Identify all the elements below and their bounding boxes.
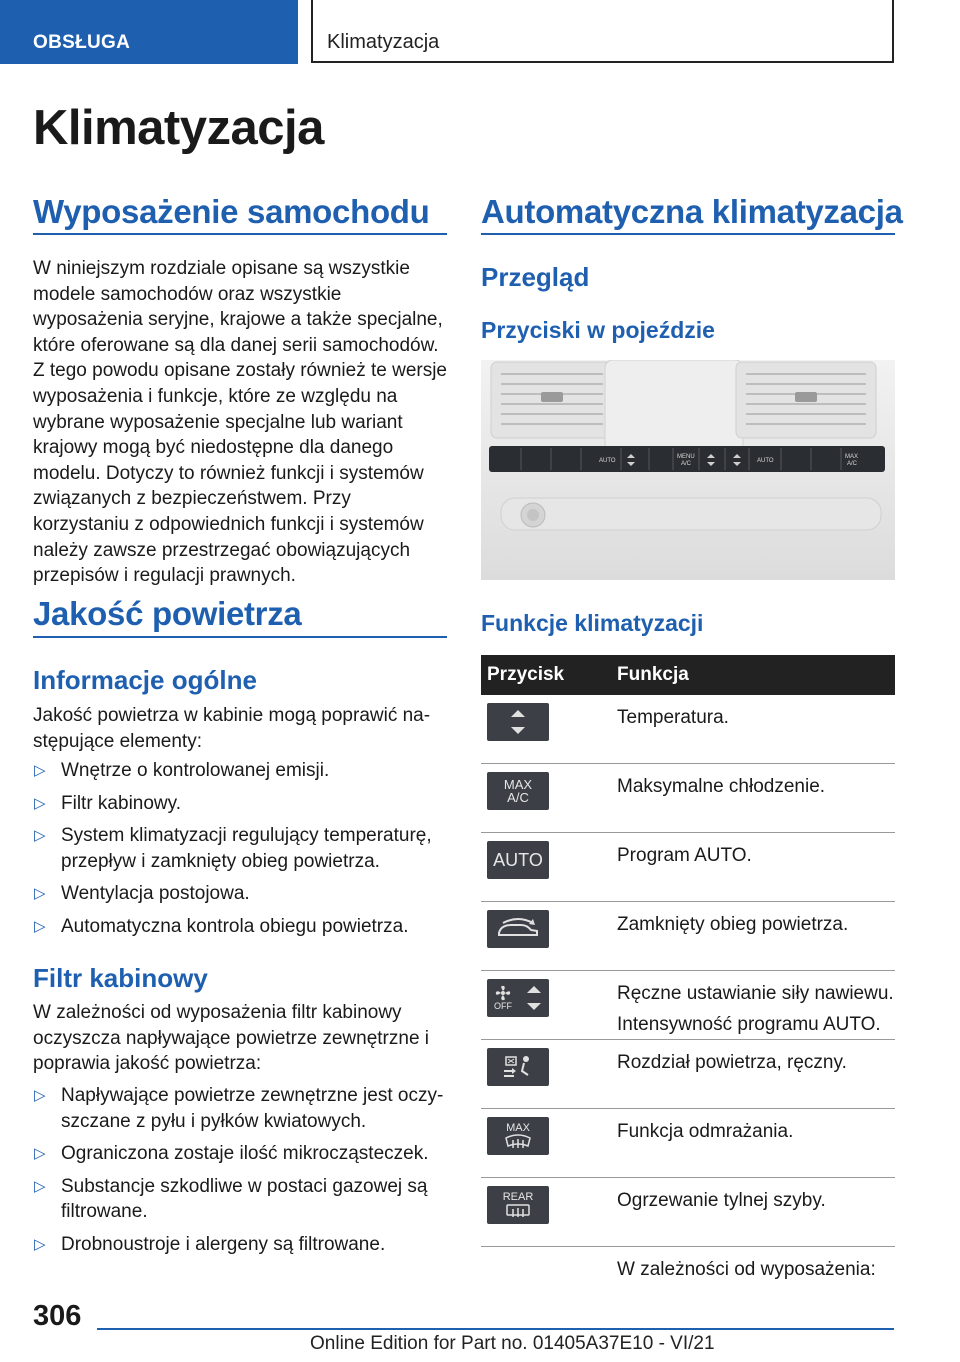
paragraph-filtr: W zależności od wyposażenia filtr kabinowy oczyszcza napływające powietrze zewnętrzne i poprawia jakość powietrza: <box>33 1002 430 1075</box>
air-distribution-icon <box>487 1048 549 1086</box>
panel-auto-label: AUTO <box>599 458 616 464</box>
chapter-tab-label: Klimatyzacja <box>327 31 440 53</box>
auto-icon: AUTO <box>487 841 549 879</box>
heading-rule <box>33 233 447 235</box>
function-text: Funkcja odmrażania. <box>617 1109 895 1178</box>
max-defrost-icon: MAX <box>487 1117 549 1155</box>
max-ac-icon: MAX A/C <box>487 772 549 810</box>
heading-automatyczna: Automatyczna klimatyzacja <box>481 193 903 230</box>
list-item: ▷ Substancje szkodliwe w postaci gazowej są filtrowane. <box>34 1175 428 1223</box>
bullet-icon: ▷ <box>34 794 46 812</box>
bullet-icon: ▷ <box>34 885 46 903</box>
list-item: ▷ Wentylacja postojowa. <box>33 881 447 907</box>
table-header-row <box>481 655 895 695</box>
heading-rule <box>481 233 895 235</box>
recirculation-car-icon <box>487 910 549 948</box>
column-header-funkcja: Funkcja <box>617 655 895 695</box>
column-header-przycisk: Przycisk <box>481 655 617 695</box>
climate-panel-photo <box>481 360 895 580</box>
list-item: ▷ Drobnoustroje i alergeny są filtrowane. <box>33 1232 447 1258</box>
page-title: Klimatyzacja <box>33 101 324 155</box>
list-item: ▷ Automatyczna kontrola obiegu powietrza. <box>33 914 447 940</box>
function-text: Ręczne ustawianie siły nawiewu. <box>617 983 894 1004</box>
panel-menu-label: MENU <box>677 454 695 460</box>
table-row <box>481 902 895 971</box>
fan-off-icon: OFF <box>487 979 549 1017</box>
chapter-tab <box>311 0 894 63</box>
heading-filtr: Filtr kabinowy <box>33 963 208 993</box>
table-row <box>481 1247 895 1316</box>
function-text: W zależności od wyposażenia: <box>617 1259 876 1280</box>
bullet-icon: ▷ <box>34 917 46 935</box>
heading-jakosc: Jakość powietrza <box>33 595 302 632</box>
panel-auto-label-2: AUTO <box>757 458 774 464</box>
panel-ac-label-2: A/C <box>847 461 858 467</box>
paragraph-informacje: Jakość powietrza w kabinie mogą poprawić następujące elementy: <box>33 705 431 752</box>
heading-przyciski: Przyciski w pojeździe <box>481 317 715 343</box>
function-text: Ogrzewanie tylnej szyby. <box>617 1178 895 1247</box>
table-row <box>481 1109 895 1178</box>
heading-funkcje: Funkcje klimatyzacji <box>481 610 704 636</box>
bullet-icon: ▷ <box>34 1087 46 1104</box>
heading-przeglad: Przegląd <box>481 262 590 292</box>
list-item: ▷ System klimatyzacji regulujący temperaturę, przepływ i zamknięty obieg powietrza. <box>34 825 432 872</box>
list-item: ▷ Wnętrze o kontrolowanej emisji. <box>33 758 447 784</box>
heading-rule <box>33 636 447 638</box>
table-row <box>481 971 895 1040</box>
list-item: ▷ Napływające powietrze zewnętrzne jest oczyszczane z pyłu i pyłków kwiatowych. <box>34 1085 444 1132</box>
list-filtr <box>33 1083 447 1265</box>
list-informacje <box>33 758 447 947</box>
function-text-secondary: Intensywność programu AUTO. <box>617 1014 881 1035</box>
bullet-icon: ▷ <box>34 1145 46 1163</box>
bullet-icon: ▷ <box>34 827 46 845</box>
edition-note: Online Edition for Part no. 01405A37E10 - VI/21 <box>310 1333 715 1354</box>
footer-rule <box>97 1328 894 1330</box>
bullet-icon: ▷ <box>34 762 46 779</box>
panel-max-label: MAX <box>845 454 859 460</box>
paragraph-wyposazenie: W niniejszym rozdziale opisane są wszystkie modele samochodów oraz wszystkie wyposażenia seryjne, krajowe a także specjalne, które oferowane są dla danej serii samochodów. Z tego powodu opisane zostały również te wersje wyposażenia i funkcje, które ze względu na wybrane wyposażenie specjalne lub wariant krajowy mogą być niedostępne dla danego modelu. Dotyczy to również funkcji i systemów związanych z bezpieczeństwem. Przy korzystaniu z odpowiednich funkcji i systemów należy zawsze przestrzegać obowiązujących przepisów i regulacji prawnych. <box>33 258 448 587</box>
temp-arrows-icon <box>487 703 549 741</box>
table-row <box>481 695 895 764</box>
rear-defrost-icon: REAR <box>487 1186 549 1224</box>
function-text: Program AUTO. <box>617 833 895 902</box>
page-number: 306 <box>33 1300 82 1332</box>
functions-table <box>481 655 895 1315</box>
function-text: Zamknięty obieg powietrza. <box>617 902 895 971</box>
function-text: Rozdział powietrza, ręczny. <box>617 1040 895 1109</box>
table-row <box>481 1178 895 1247</box>
panel-ac-label: A/C <box>681 461 692 467</box>
function-text: Temperatura. <box>617 695 895 764</box>
bullet-icon: ▷ <box>34 1177 46 1195</box>
heading-wyposazenie: Wyposażenie samochodu <box>33 193 430 230</box>
table-row <box>481 764 895 833</box>
list-item: ▷ Filtr kabinowy. <box>33 791 447 817</box>
function-text: Maksymalne chłodzenie. <box>617 764 895 833</box>
section-tab-label: OBSŁUGA <box>33 32 131 53</box>
section-tab <box>0 0 298 64</box>
list-item: ▷ Ograniczona zostaje ilość mikrocząsteczek. <box>33 1141 447 1167</box>
table-row <box>481 1040 895 1109</box>
table-row <box>481 833 895 902</box>
bullet-icon: ▷ <box>34 1235 46 1253</box>
heading-informacje: Informacje ogólne <box>33 665 257 695</box>
